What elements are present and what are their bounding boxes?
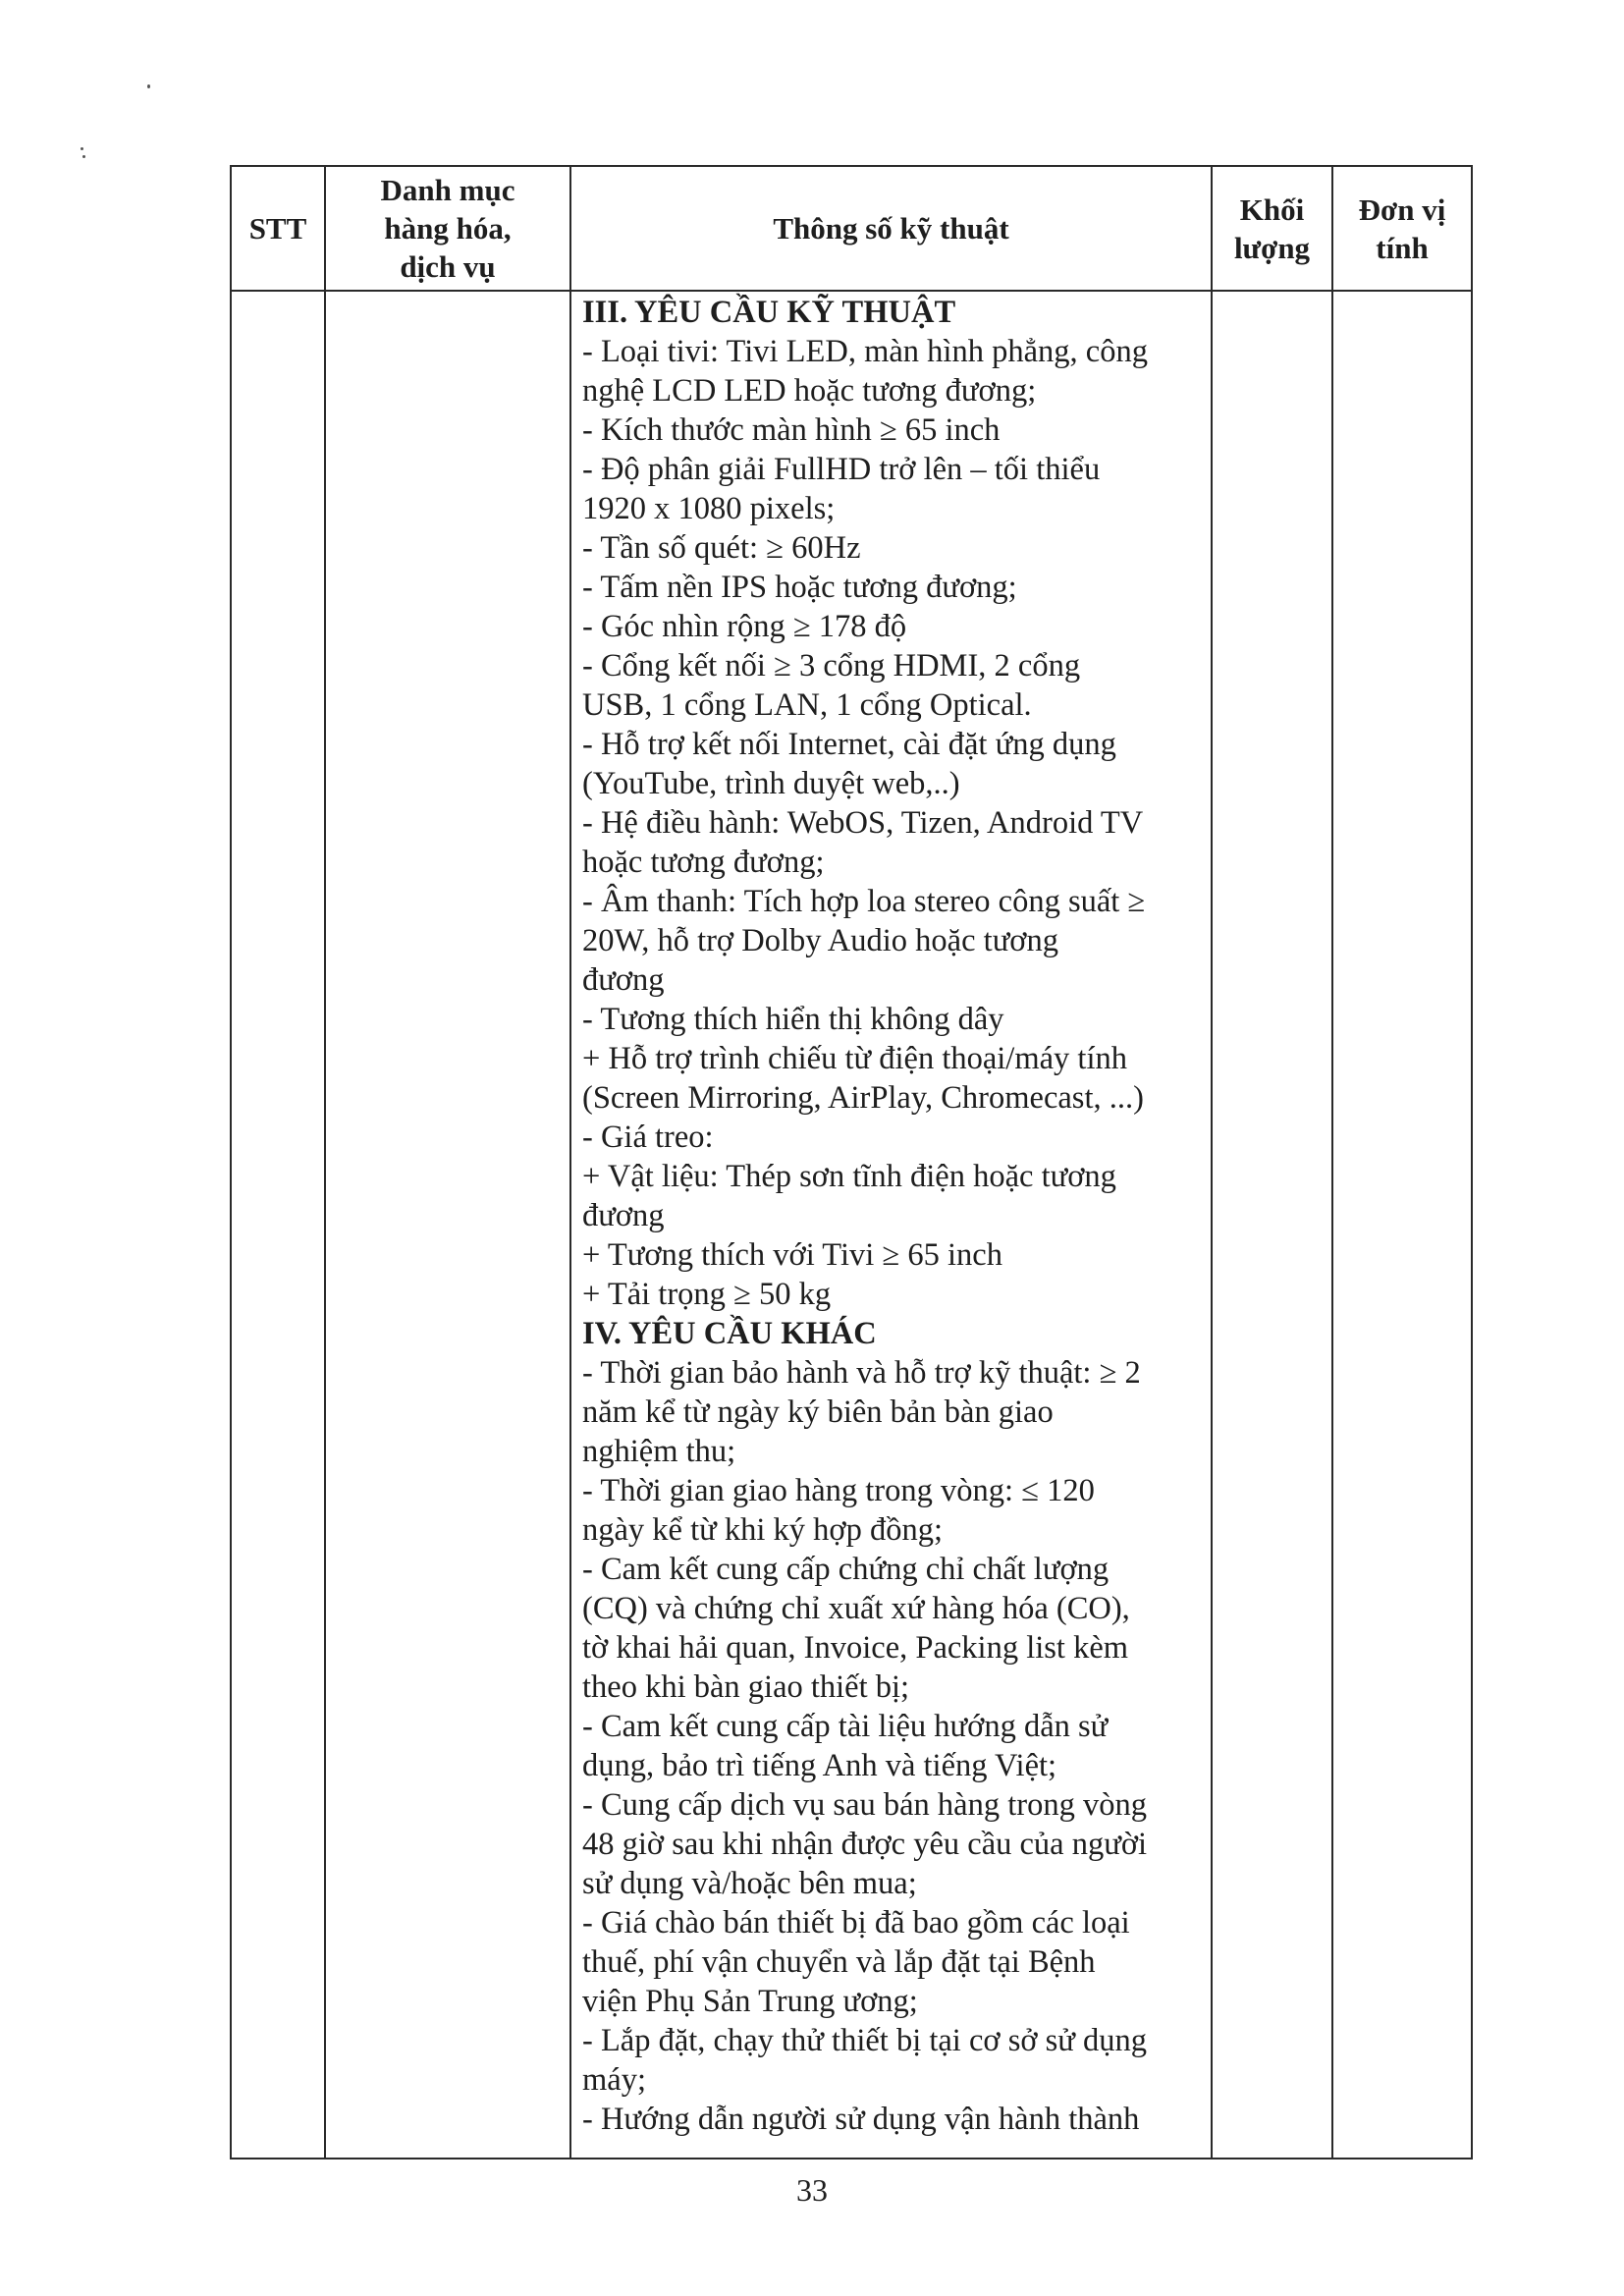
spec-line: - Tấm nền IPS hoặc tương đương; — [582, 570, 1017, 605]
spec-line: (YouTube, trình duyệt web,..) — [582, 766, 960, 801]
spec-line: - Độ phân giải FullHD trở lên – tối thiểu — [582, 452, 1101, 487]
spec-line: 48 giờ sau khi nhận được yêu cầu của người — [582, 1827, 1148, 1862]
spec-line: - Lắp đặt, chạy thử thiết bị tại cơ sở sử dụng — [582, 2023, 1148, 2058]
scan-speck — [82, 155, 85, 158]
spec-line: - Kích thước màn hình ≥ 65 inch — [582, 412, 1001, 448]
spec-line: - Hệ điều hành: WebOS, Tizen, Android TV — [582, 805, 1144, 841]
header-don-vi — [1332, 166, 1472, 291]
spec-line: - Tương thích hiển thị không dây — [582, 1002, 1004, 1037]
spec-line: nghệ LCD LED hoặc tương đương; — [582, 373, 1037, 409]
spec-line: - Giá chào bán thiết bị đã bao gồm các loại — [582, 1905, 1130, 1941]
spec-line: thuế, phí vận chuyển và lắp đặt tại Bệnh — [582, 1944, 1096, 1980]
spec-line: (CQ) và chứng chỉ xuất xứ hàng hóa (CO), — [582, 1591, 1130, 1626]
spec-line: - Tần số quét: ≥ 60Hz — [582, 530, 861, 566]
header-stt: STT — [231, 166, 325, 291]
spec-line: - Góc nhìn rộng ≥ 178 độ — [582, 609, 907, 644]
spec-section-heading: III. YÊU CẦU KỸ THUẬT — [582, 295, 956, 330]
spec-line: đương — [582, 1198, 665, 1233]
spec-line: - Cổng kết nối ≥ 3 cổng HDMI, 2 cổng — [582, 648, 1081, 683]
header-khoi-luong — [1212, 166, 1332, 291]
header-danh-muc-line: dịch vụ — [400, 249, 496, 284]
spec-section-heading: IV. YÊU CẦU KHÁC — [582, 1316, 877, 1351]
spec-line: - Cam kết cung cấp tài liệu hướng dẫn sử — [582, 1709, 1109, 1744]
spec-line: hoặc tương đương; — [582, 845, 825, 880]
header-danh-muc-line: Danh mục — [380, 173, 515, 207]
header-khoi-luong-line: Khối — [1239, 191, 1305, 227]
cell-don-vi — [1332, 291, 1472, 2159]
table-row — [231, 291, 1472, 2159]
spec-line: (Screen Mirroring, AirPlay, Chromecast, ...) — [582, 1080, 1144, 1116]
header-danh-muc-line: hàng hóa, — [384, 211, 512, 246]
spec-line: viện Phụ Sản Trung ương; — [582, 1984, 918, 2019]
spec-line: USB, 1 cổng LAN, 1 cổng Optical. — [582, 687, 1032, 723]
cell-stt — [231, 291, 325, 2159]
spec-line: 20W, hỗ trợ Dolby Audio hoặc tương — [582, 923, 1058, 958]
header-danh-muc — [325, 166, 570, 291]
spec-lines — [572, 293, 1210, 2157]
spec-line: dụng, bảo trì tiếng Anh và tiếng Việt; — [582, 1748, 1057, 1783]
spec-line: + Hỗ trợ trình chiếu từ điện thoại/máy tính — [582, 1041, 1127, 1076]
spec-line: - Hướng dẫn người sử dụng vận hành thành — [582, 2102, 1140, 2137]
spec-line: - Âm thanh: Tích hợp loa stereo công suất ≥ — [582, 884, 1146, 919]
spec-line: - Hỗ trợ kết nối Internet, cài đặt ứng dụng — [582, 727, 1116, 762]
spec-line: + Tương thích với Tivi ≥ 65 inch — [582, 1237, 1002, 1273]
scan-speck — [147, 84, 150, 88]
table-header-row — [231, 166, 1472, 291]
spec-line: - Loại tivi: Tivi LED, màn hình phẳng, công — [582, 334, 1148, 369]
cell-danh-muc — [325, 291, 570, 2159]
header-don-vi-line: Đơn vị — [1358, 191, 1446, 227]
spec-line: nghiệm thu; — [582, 1434, 736, 1469]
spec-line: - Thời gian bảo hành và hỗ trợ kỹ thuật: ≥ 2 — [582, 1355, 1141, 1391]
spec-line: tờ khai hải quan, Invoice, Packing list kèm — [582, 1630, 1129, 1666]
header-khoi-luong-line: lượng — [1233, 230, 1311, 265]
spec-line: - Giá treo: — [582, 1120, 714, 1155]
spec-line: sử dụng và/hoặc bên mua; — [582, 1866, 917, 1901]
page-number: 33 — [796, 2172, 828, 2208]
header-don-vi-line: tính — [1376, 230, 1429, 265]
spec-line: đương — [582, 962, 665, 998]
spec-line: theo khi bàn giao thiết bị; — [582, 1669, 910, 1705]
spec-line: - Thời gian giao hàng trong vòng: ≤ 120 — [582, 1473, 1095, 1508]
spec-line: - Cung cấp dịch vụ sau bán hàng trong vòng — [582, 1787, 1147, 1823]
spec-line: máy; — [582, 2062, 646, 2098]
spec-line: 1920 x 1080 pixels; — [582, 491, 836, 526]
spec-table — [230, 165, 1473, 2159]
spec-line: năm kể từ ngày ký biên bản bàn giao — [582, 1394, 1054, 1430]
spec-line: ngày kể từ khi ký hợp đồng; — [582, 1512, 943, 1548]
scan-speck — [81, 147, 83, 150]
spec-line: + Tải trọng ≥ 50 kg — [582, 1277, 832, 1312]
spec-line: + Vật liệu: Thép sơn tĩnh điện hoặc tương — [582, 1159, 1116, 1194]
header-thong-so: Thông số kỹ thuật — [570, 166, 1212, 291]
spec-line: - Cam kết cung cấp chứng chỉ chất lượng — [582, 1552, 1110, 1587]
cell-thong-so — [570, 291, 1212, 2159]
cell-khoi-luong — [1212, 291, 1332, 2159]
